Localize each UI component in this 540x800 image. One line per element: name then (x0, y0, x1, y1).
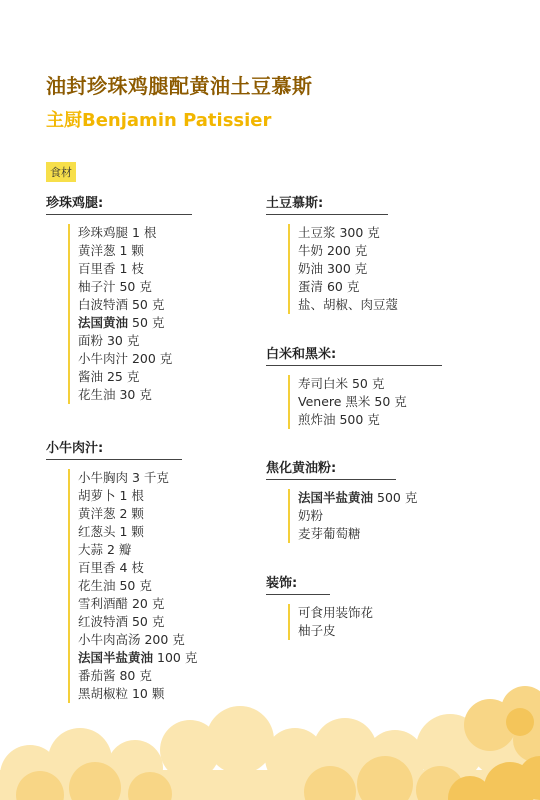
ingredient-text: 蛋清 60 克 (298, 279, 360, 294)
ingredient-list (288, 224, 399, 314)
section-rice (266, 343, 442, 429)
ingredient-item (298, 242, 388, 260)
section-veal-jus (46, 437, 198, 703)
ingredient-text: 小牛肉高汤 200 克 (78, 632, 185, 647)
section-heading: 焦化黄油粉: (266, 457, 396, 480)
ingredient-item (298, 604, 374, 622)
ingredient-item (298, 224, 388, 242)
ingredient-item (78, 242, 192, 260)
ingredient-text: Venere 黑米 50 克 (298, 394, 407, 409)
ingredient-text: 花生油 50 克 (78, 578, 152, 593)
ingredient-text: 黄洋葱 1 颗 (78, 243, 144, 258)
ingredient-text: 奶油 300 克 (298, 261, 368, 276)
ingredient-item (78, 631, 185, 649)
ingredient-text: 煎炸油 500 克 (298, 412, 380, 427)
section-potato-mousse (266, 192, 399, 314)
section-heading: 小牛肉汁: (46, 437, 182, 460)
ingredient-item (298, 622, 336, 640)
ingredient-item (78, 296, 192, 314)
ingredient-text: 珍珠鸡腿 1 根 (78, 225, 157, 240)
ingredient-item (78, 595, 182, 613)
ingredient-text: 黄洋葱 2 颗 (78, 506, 144, 521)
ingredient-list (288, 375, 442, 429)
ingredient-item (298, 375, 442, 393)
ingredient-item (298, 489, 418, 507)
section-heading: 白米和黑米: (266, 343, 442, 366)
ingredient-text: 花生油 30 克 (78, 387, 152, 402)
recipe-title: 油封珍珠鸡腿配黄油土豆慕斯 (46, 74, 313, 98)
ingredient-item (78, 487, 182, 505)
ingredient-item (298, 525, 396, 543)
ingredient-text: 雪利酒醋 20 克 (78, 596, 165, 611)
ingredient-text: 小牛胸肉 3 千克 (78, 470, 169, 485)
ingredient-item (78, 386, 192, 404)
section-heading: 珍珠鸡腿: (46, 192, 192, 215)
ingredient-item (298, 278, 388, 296)
section-brown-butter-powder (266, 457, 418, 543)
ingredient-item (78, 260, 192, 278)
ingredient-text: 柚子皮 (298, 623, 336, 638)
ingredient-text: 面粉 30 克 (78, 333, 140, 348)
ingredient-item (78, 613, 182, 631)
ingredient-item (78, 314, 192, 332)
ingredient-text: 土豆浆 300 克 (298, 225, 380, 240)
ingredient-list (68, 469, 198, 703)
ingredient-item (78, 505, 182, 523)
ingredient-item (298, 393, 442, 411)
ingredient-text: 百里香 1 枝 (78, 261, 144, 276)
ingredient-text: 百里香 4 枝 (78, 560, 144, 575)
ingredient-text: 白波特酒 50 克 (78, 297, 165, 312)
ingredient-text: 胡萝卜 1 根 (78, 488, 144, 503)
ingredient-item (78, 577, 182, 595)
ingredient-text: 麦芽葡萄糖 (298, 526, 361, 541)
ingredient-item (298, 507, 396, 525)
ingredient-text: 大蒜 2 瓣 (78, 542, 132, 557)
ingredient-item (298, 296, 399, 314)
ingredient-text: 50 克 (128, 315, 165, 330)
ingredient-item (78, 350, 192, 368)
ingredient-item (78, 368, 192, 386)
ingredient-item (298, 411, 442, 429)
ingredient-text: 500 克 (373, 490, 418, 505)
ingredient-text: 红波特酒 50 克 (78, 614, 165, 629)
ingredient-text: 酱油 25 克 (78, 369, 140, 384)
chef-subtitle: 主厨Benjamin Patissier (46, 110, 272, 131)
section-heading: 装饰: (266, 572, 330, 595)
ingredient-item (78, 278, 192, 296)
ingredient-text: 100 克 (153, 650, 198, 665)
ingredient-text: 奶粉 (298, 508, 324, 523)
ingredient-text: 番茄酱 80 克 (78, 668, 152, 683)
ingredient-item (78, 224, 192, 242)
ingredient-text: 盐、胡椒、肉豆蔻 (298, 297, 399, 312)
ingredients-tag: 食材 (46, 162, 76, 182)
ingredient-item (78, 559, 182, 577)
ingredient-text: 可食用装饰花 (298, 605, 374, 620)
ingredient-bold-name: 法国半盐黄油 (78, 650, 154, 665)
ingredient-item (78, 332, 192, 350)
decorative-clouds (0, 680, 540, 800)
ingredient-item (78, 541, 182, 559)
section-garnish (266, 572, 374, 640)
ingredient-item (78, 469, 182, 487)
ingredient-item (298, 260, 388, 278)
ingredient-bold-name: 法国黄油 (78, 315, 129, 330)
ingredient-list (68, 224, 192, 404)
section-heading: 土豆慕斯: (266, 192, 388, 215)
ingredient-list (288, 489, 418, 543)
ingredient-bold-name: 法国半盐黄油 (298, 490, 374, 505)
ingredient-text: 柚子汁 50 克 (78, 279, 152, 294)
ingredient-text: 红葱头 1 颗 (78, 524, 144, 539)
ingredient-item (78, 649, 198, 667)
ingredient-text: 黑胡椒粒 10 颗 (78, 686, 165, 701)
ingredient-text: 牛奶 200 克 (298, 243, 368, 258)
section-guinea-leg (46, 192, 192, 404)
ingredient-text: 寿司白米 50 克 (298, 376, 385, 391)
ingredient-text: 小牛肉汁 200 克 (78, 351, 173, 366)
ingredient-list (288, 604, 374, 640)
ingredient-item (78, 523, 182, 541)
